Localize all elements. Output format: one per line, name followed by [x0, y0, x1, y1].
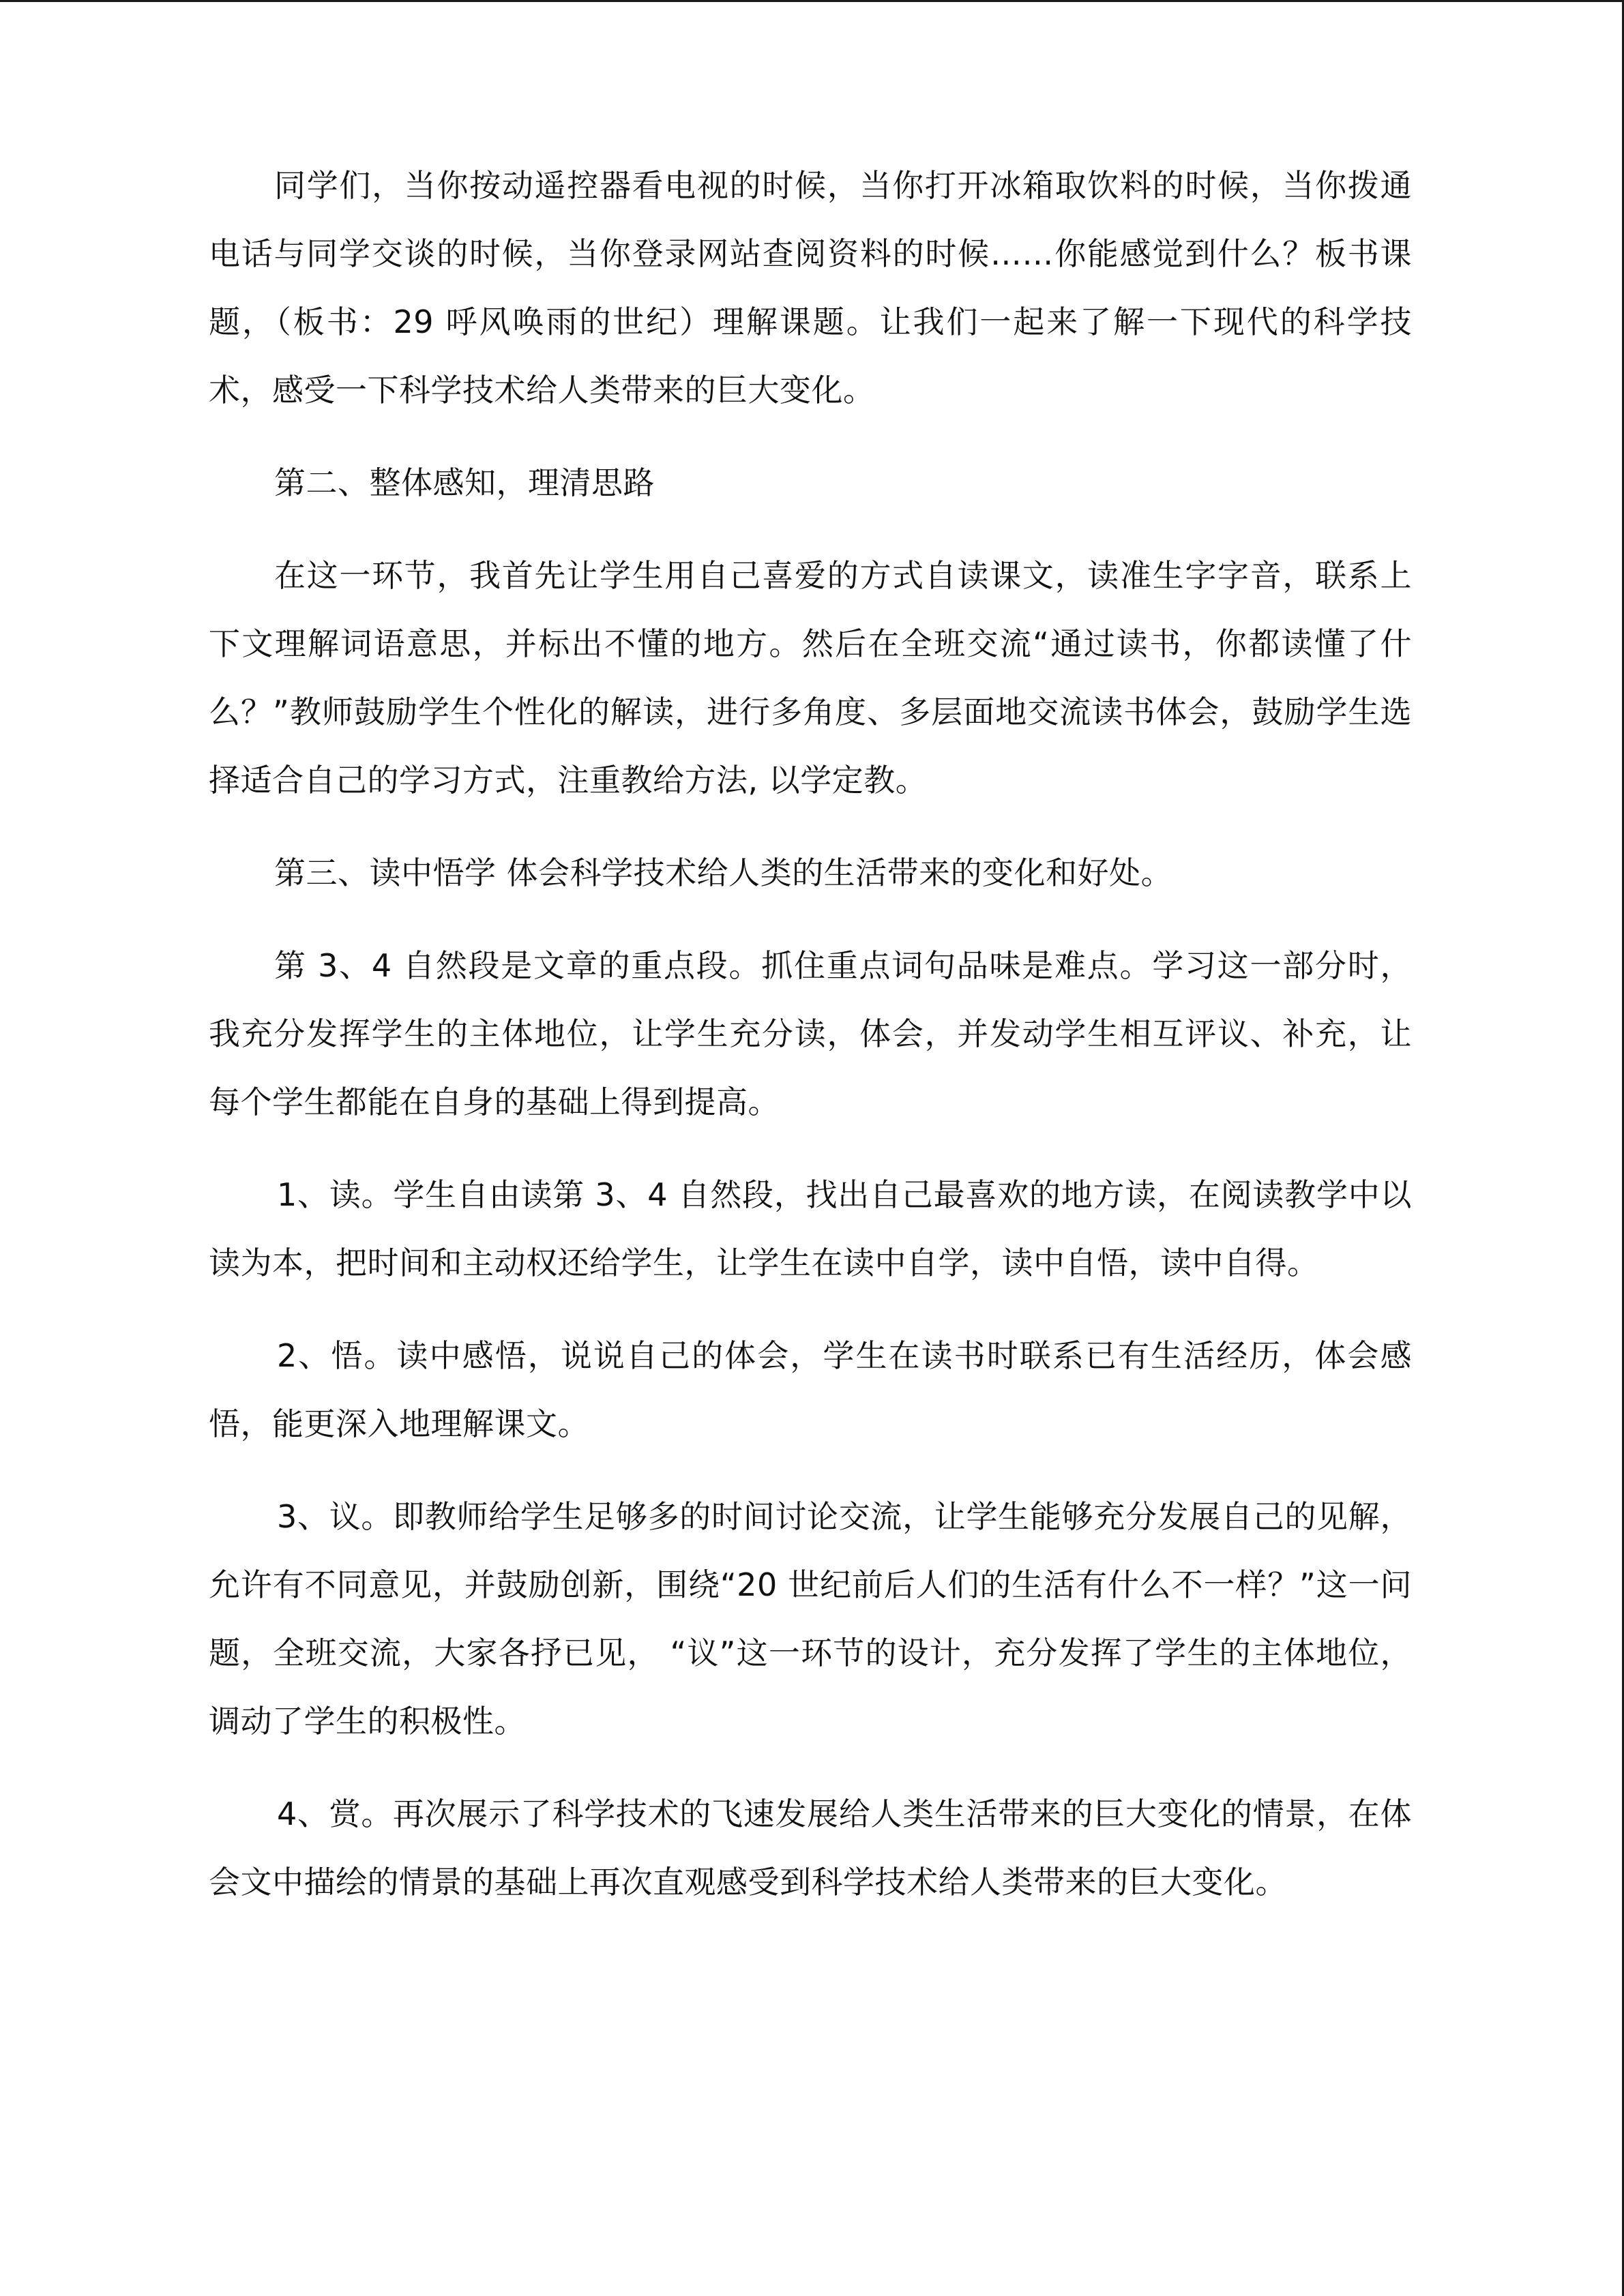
section-heading-2: 第二、整体感知，理清思路: [274, 464, 655, 501]
page-border-top: [0, 0, 1624, 2]
list-item-read: 1、读。学生自由读第 3、4 自然段，找出自己最喜欢的地方读，在阅读教学中以读为本，把时间和主动权还给学生，让学生在读中自学，读中自悟，读中自得。: [209, 1176, 1412, 1281]
list-item-discuss: 3、议。即教师给学生足够多的时间讨论交流，让学生能够充分发展自己的见解，允许有不同意见，并鼓励创新，围绕“20 世纪前后人们的生活有什么不一样？”这一问题，全班交流，大家各抒已见， “议”这一环节的设计，充分发挥了学生的主体地位，调动了学生的积极性。: [209, 1498, 1412, 1740]
list-item-comprehend: 2、悟。读中感悟，说说自己的体会，学生在读书时联系已有生活经历，体会感悟，能更深入地理解课文。: [209, 1337, 1412, 1442]
document-body: [209, 151, 1412, 1941]
paragraph-section-3: 第 3、4 自然段是文章的重点段。抓住重点词句品味是难点。学习这一部分时，我充分发挥学生的主体地位，让学生充分读，体会，并发动学生相互评议、补充，让每个学生都能在自身的基础上得到提高。: [209, 947, 1412, 1120]
section-heading-3: 第三、读中悟学 体会科学技术给人类的生活带来的变化和好处。: [274, 854, 1173, 891]
paragraph-intro: 同学们，当你按动遥控器看电视的时候，当你打开冰箱取饮料的时候，当你拨通电话与同学交谈的时候，当你登录网站查阅资料的时候……你能感觉到什么？板书课题，（板书：29 呼风唤雨的世纪）理解课题。让我们一起来了解一下现代的科学技术，感受一下科学技术给人类带来的巨大变化。: [209, 167, 1412, 408]
list-item-appreciate: 4、赏。再次展示了科学技术的飞速发展给人类生活带来的巨大变化的情景，在体会文中描绘的情景的基础上再次直观感受到科学技术给人类带来的巨大变化。: [209, 1795, 1412, 1900]
paragraph-section-2: 在这一环节，我首先让学生用自己喜爱的方式自读课文，读准生字字音，联系上下文理解词语意思，并标出不懂的地方。然后在全班交流“通过读书，你都读懂了什么？”教师鼓励学生个性化的解读，进行多角度、多层面地交流读书体会，鼓励学生选择适合自己的学习方式，注重教给方法, 以学定教。: [209, 557, 1412, 799]
